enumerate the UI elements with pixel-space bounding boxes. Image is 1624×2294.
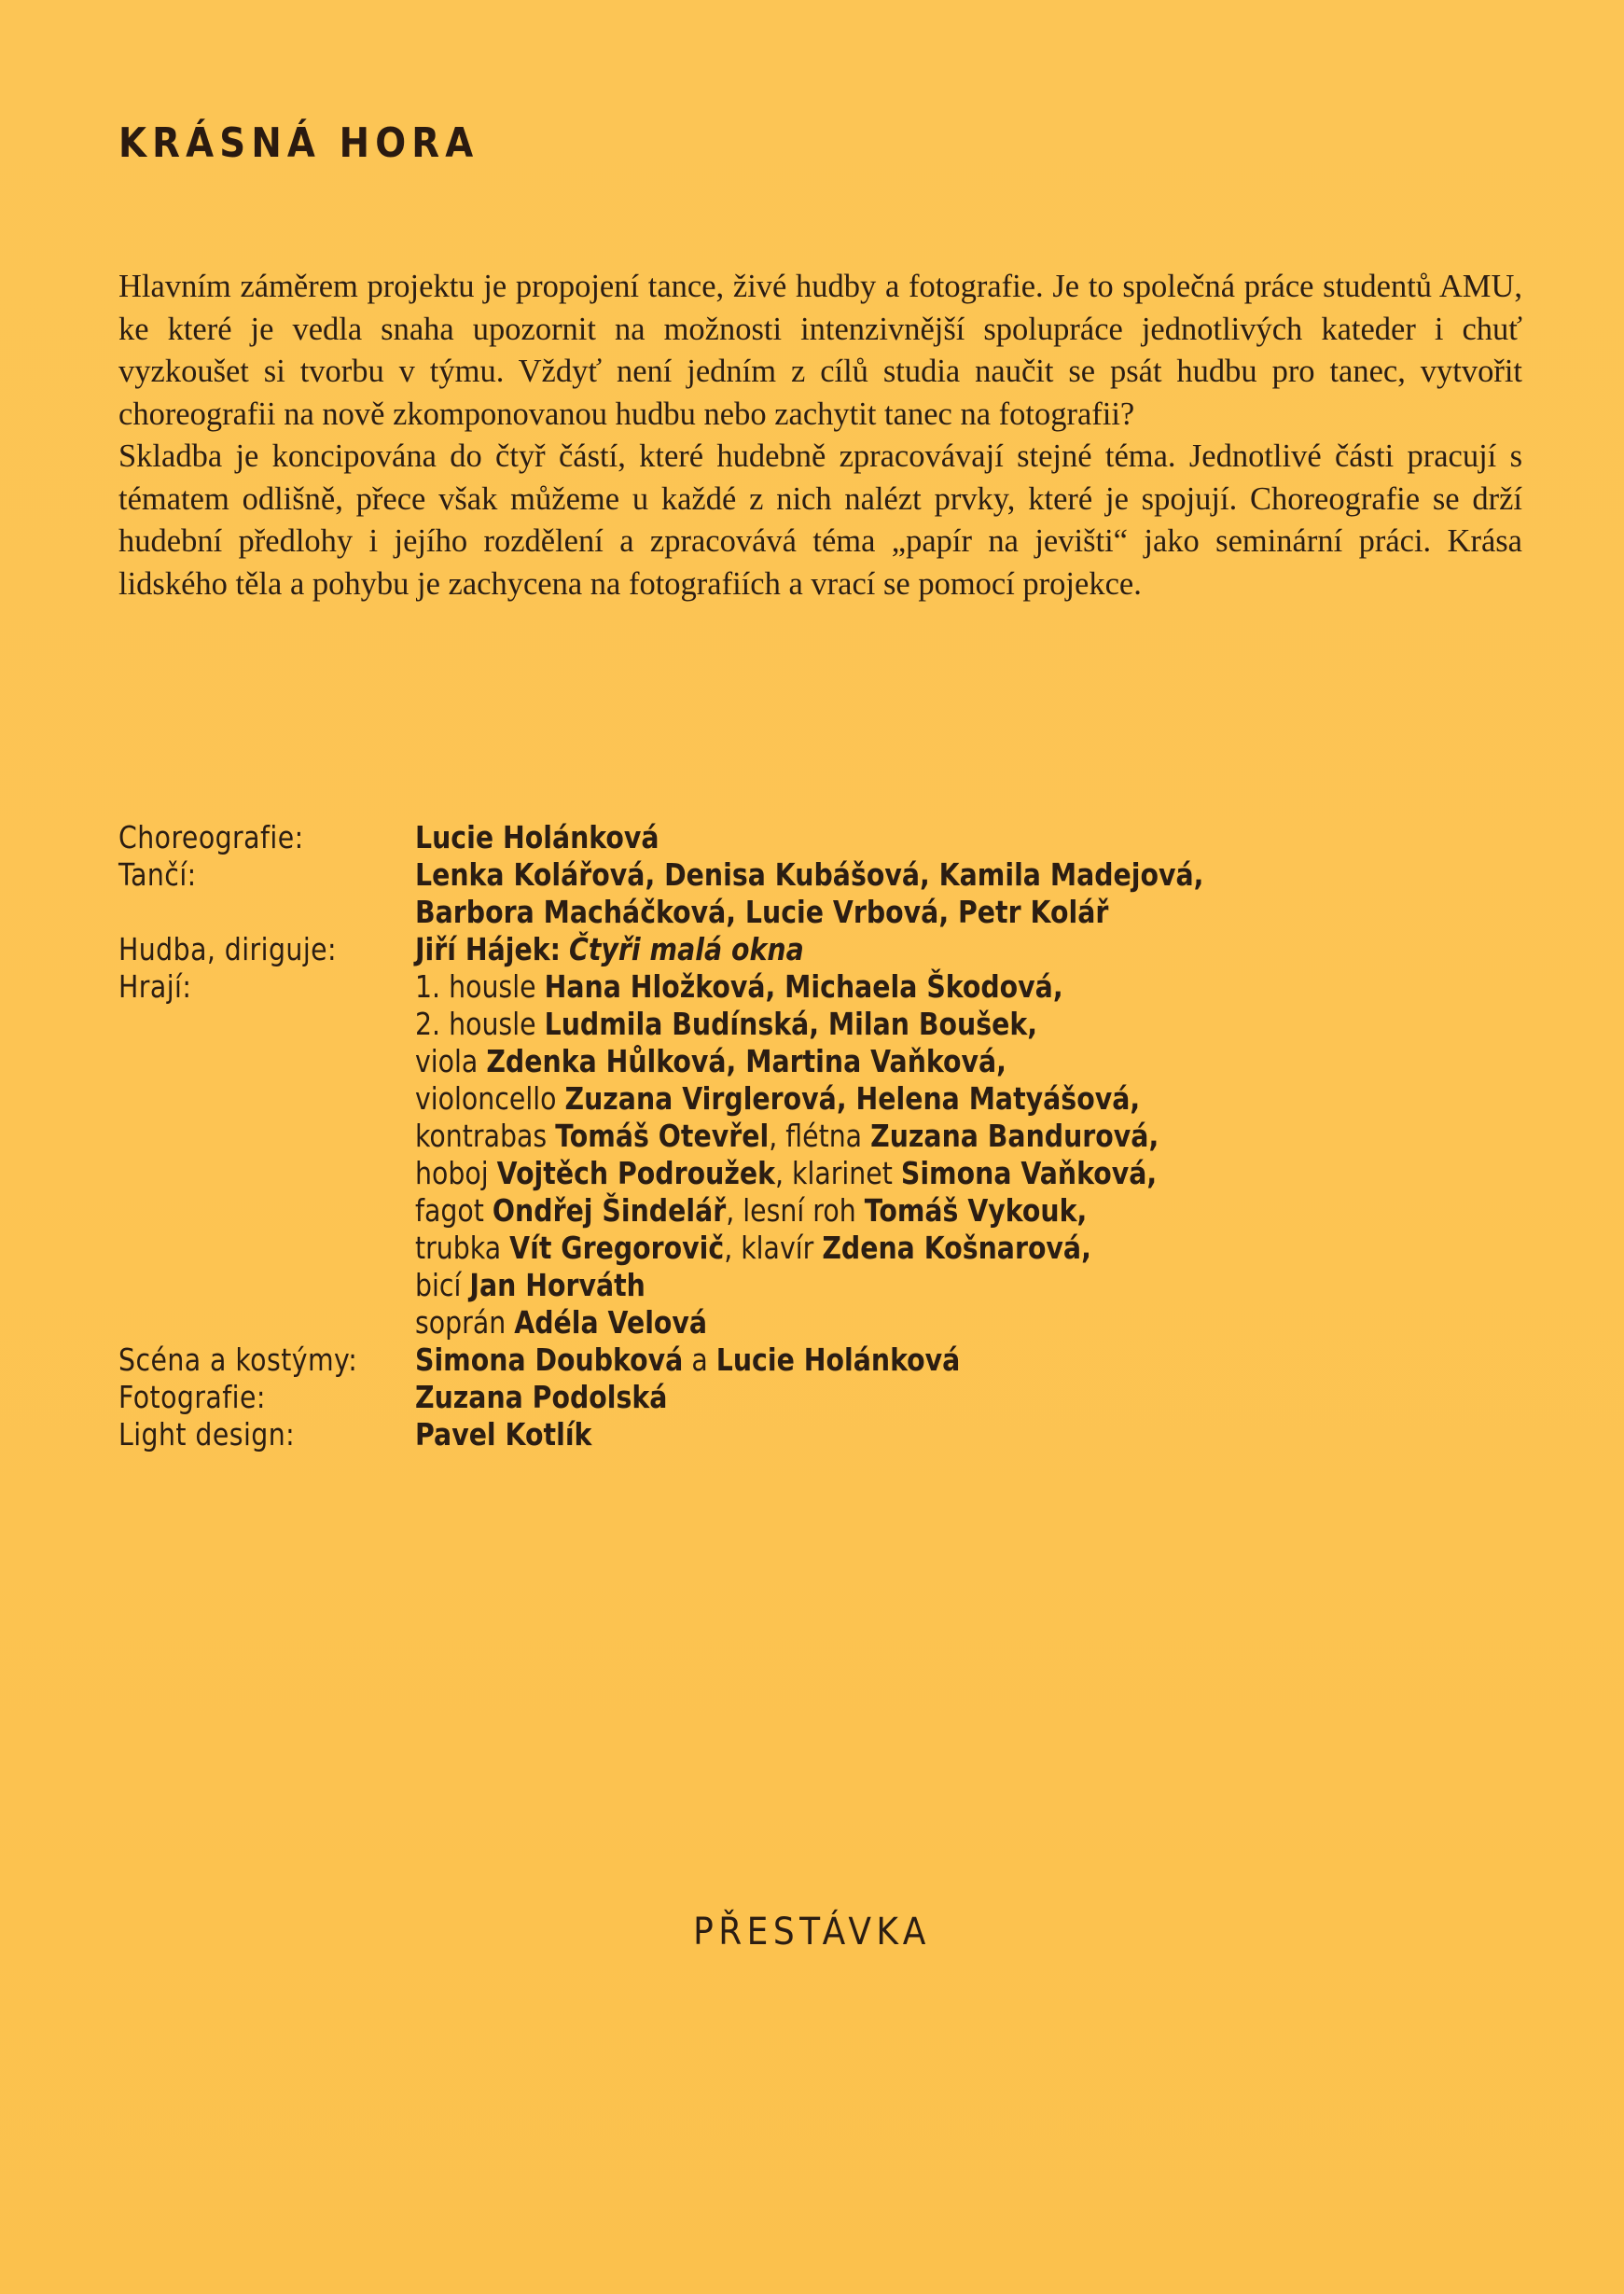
credit-label-empty xyxy=(118,1155,373,1192)
credit-light xyxy=(118,1416,1332,1453)
credit-value xyxy=(415,1342,960,1379)
player-name: Zdenka Hůlková, Martina Vaňková, xyxy=(486,1043,1006,1079)
credit-name: Lucie Holánková xyxy=(415,819,659,855)
player-name: Ondřej Šindelář xyxy=(492,1192,727,1229)
credit-label: Hudba, diriguje: xyxy=(118,931,338,967)
instrument: kontrabas xyxy=(415,1118,548,1154)
player-line xyxy=(415,1304,707,1342)
instrument: viola xyxy=(415,1043,479,1079)
credit-label-empty xyxy=(118,1230,373,1267)
credit-label-empty xyxy=(118,1006,373,1043)
player-name: Tomáš Vykouk, xyxy=(864,1192,1088,1229)
player-line xyxy=(415,968,1063,1006)
player-name: Ludmila Budínská, Milan Boušek, xyxy=(544,1006,1037,1042)
player-line xyxy=(415,1267,645,1304)
player-line xyxy=(415,1080,1140,1118)
credit-name: Pavel Kotlík xyxy=(415,1416,592,1453)
instrument: fagot xyxy=(415,1192,484,1229)
credit-label-empty xyxy=(118,894,373,931)
description-paragraph-2: Skladba je koncipována do čtyř částí, které hudebně zpracovávají stejné téma. Jednotlivé části pracují s tématem odlišně, přece však můžeme u každé z nich nalézt prvky, které je spojují. Choreografie se drží hudební předlohy i jejího rozdělení a zpracovává téma „papír na jevišti“ jako seminární práci. Krása lidského těla a pohybu je zachycena na fotografiích a vrací se pomocí projekce. xyxy=(118,438,1522,602)
description xyxy=(118,266,1522,605)
instrument: , flétna xyxy=(769,1118,863,1154)
player-line xyxy=(415,1118,1159,1155)
credit-dancers-cont xyxy=(118,894,1332,931)
instrument: 1. housle xyxy=(415,968,536,1005)
work-title: Čtyři malá okna xyxy=(569,931,804,967)
credit-label-empty xyxy=(118,1080,373,1118)
player-line xyxy=(415,1192,1087,1230)
instrument: violoncello xyxy=(415,1080,557,1117)
credit-label: Fotografie: xyxy=(118,1379,266,1415)
player-name: Zuzana Virglerová, Helena Matyášová, xyxy=(564,1080,1141,1117)
player-line xyxy=(415,1006,1037,1043)
credit-players-cont xyxy=(118,1304,1332,1342)
credit-label: Scéna a kostýmy: xyxy=(118,1342,358,1378)
credit-label-empty xyxy=(118,1043,373,1080)
credit-label-empty xyxy=(118,1267,373,1304)
credit-players-cont xyxy=(118,1267,1332,1304)
credit-label-empty xyxy=(118,1118,373,1155)
player-line xyxy=(415,1043,1006,1080)
credit-dancers xyxy=(118,856,1332,894)
player-name: Simona Vaňková, xyxy=(900,1155,1158,1191)
credit-photo xyxy=(118,1379,1332,1416)
credit-players-cont xyxy=(118,1192,1332,1230)
credit-label: Tančí: xyxy=(118,856,197,893)
player-name: Jan Horváth xyxy=(469,1267,645,1303)
credit-scene xyxy=(118,1342,1332,1379)
player-name: Zdena Košnarová, xyxy=(822,1230,1091,1266)
instrument: bicí xyxy=(415,1267,462,1303)
player-name: Vít Gregorovič xyxy=(509,1230,725,1266)
player-line xyxy=(415,1155,1157,1192)
credits-list xyxy=(118,819,1332,1453)
instrument: , klarinet xyxy=(774,1155,893,1191)
player-name: Zuzana Bandurová, xyxy=(870,1118,1159,1154)
composer-name: Jiří Hájek: xyxy=(415,931,561,967)
player-name: Hana Hložková, Michaela Škodová, xyxy=(544,968,1063,1005)
credit-players xyxy=(118,968,1332,1006)
credit-players-cont xyxy=(118,1080,1332,1118)
credit-label-empty xyxy=(118,1192,373,1230)
credit-value xyxy=(415,931,804,968)
credit-label-empty xyxy=(118,1304,373,1342)
instrument: , lesní roh xyxy=(726,1192,856,1229)
credit-name: Barbora Macháčková, Lucie Vrbová, Petr Kolář xyxy=(415,894,1109,930)
credit-music xyxy=(118,931,1332,968)
credit-name: Simona Doubková xyxy=(415,1342,684,1378)
credit-name: Zuzana Podolská xyxy=(415,1379,668,1415)
conjunction: a xyxy=(691,1342,708,1378)
description-paragraph-1: Hlavním záměrem projektu je propojení tance, živé hudby a fotografie. Je to společná práce studentů AMU, ke které je vedla snaha upozornit na možnosti intenzivnější spolupráce jednotlivých kateder i chuť vyzkoušet si tvorbu v týmu. Vždyť není jedním z cílů studia naučit se psát hudbu pro tanec, vytvořit choreografii na nově zkomponovanou hudbu nebo zachytit tanec na fotografii? xyxy=(118,269,1522,432)
credit-label: Choreografie: xyxy=(118,819,304,855)
instrument: soprán xyxy=(415,1304,507,1341)
instrument: hoboj xyxy=(415,1155,489,1191)
credit-players-cont xyxy=(118,1118,1332,1155)
credit-name: Lucie Holánková xyxy=(715,1342,961,1378)
player-name: Vojtěch Podroužek xyxy=(496,1155,775,1191)
piece-title: KRÁSNÁ HORA xyxy=(118,119,479,167)
credit-choreography xyxy=(118,819,1332,856)
credit-players-cont xyxy=(118,1155,1332,1192)
player-name: Adéla Velová xyxy=(514,1304,708,1341)
player-name: Tomáš Otevřel xyxy=(555,1118,770,1154)
instrument: 2. housle xyxy=(415,1006,536,1042)
credit-players-cont xyxy=(118,1043,1332,1080)
intermission-label: PŘESTÁVKA xyxy=(693,1911,931,1953)
credit-players-cont xyxy=(118,1230,1332,1267)
instrument: , klavír xyxy=(724,1230,814,1266)
instrument: trubka xyxy=(415,1230,502,1266)
credit-label: Hrají: xyxy=(118,968,192,1005)
credit-name: Lenka Kolářová, Denisa Kubášová, Kamila Madejová, xyxy=(415,856,1204,893)
credit-label: Light design: xyxy=(118,1416,296,1453)
player-line xyxy=(415,1230,1091,1267)
credit-players-cont xyxy=(118,1006,1332,1043)
